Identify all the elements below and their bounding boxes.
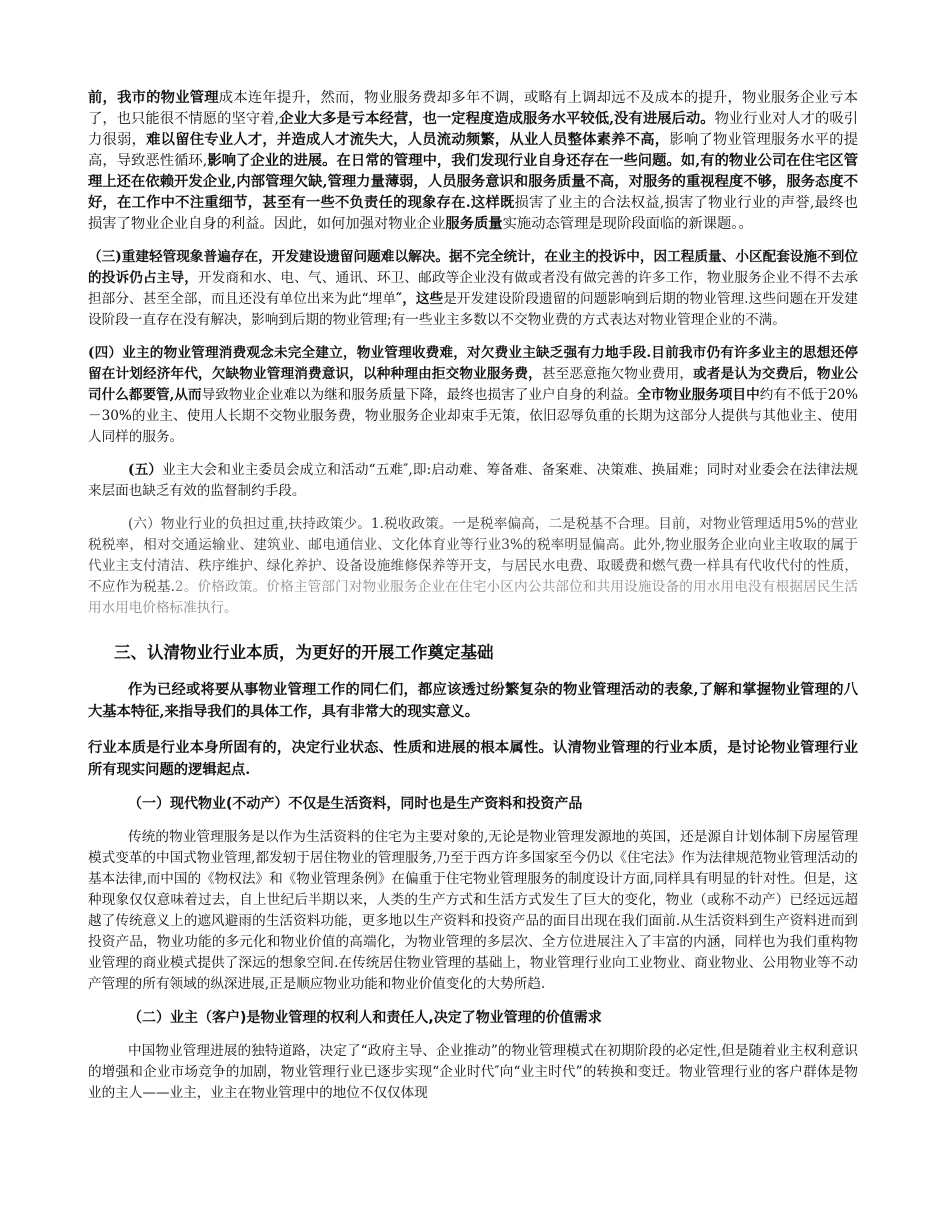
text-run: 难以留住专业人才，并造成人才流失大，人员流动频繁，从业人员整体素养不高， xyxy=(146,132,670,148)
paragraph-tax-burden xyxy=(88,514,858,619)
text-run: 约有不低于20%－30%的业主、使用人长期不交物业服务费，物业服务企业却束手无策，依旧忍辱负重的长期为这部分人提供与其他业主、使用人同样的服务。 xyxy=(88,387,859,445)
text-run: 服务质量 xyxy=(445,216,503,232)
subheading-owner-rights: （二）业主（客户)是物业管理的权利人和责任人,决定了物业管理的价值需求 xyxy=(128,1010,602,1026)
text-run: 损害了业主的合法权益,损害了物业行业的声誉,最终也损害了物业企业自身的利益。因此，如何加强对物业企业 xyxy=(88,195,858,232)
paragraph-industry-essence: 行业本质是行业本身所固有的，决定行业状态、性质和进展的根本属性。认清物业管理的行业本质，是讨论物业管理行业所有现实问题的逻辑起点. xyxy=(88,740,858,778)
text-run: 成本连年提升，然而，物业服务费却多年不调，或略有上调却远不及成本的提升，物业服务企业亏本了，也只能很不情愿的坚守着, xyxy=(88,90,858,127)
paragraph-owners-committee xyxy=(88,460,858,502)
text-run: (六）物业行业的负担过重,扶持政策少。1.税收政策。一是税率偏高，二是税基不合理。目前，对物业管理适用5%的营业税税率，相对交通运输业、建筑业、邮电通信业、文化体育业等行业3%的税率明显偏高。此外,物业服务企业向业主收取的属于代业主支付清洁、秩序维护、绿化养护、设备设施维修保养等开支，与居民水电费、取暖费和燃气费一样具有代收代付的性质，不应作为税基. xyxy=(88,516,858,595)
text-run: 前，我市的物业管理 xyxy=(88,90,219,106)
text-run: 甚至恶意拖欠物业费用， xyxy=(541,366,694,382)
text-run: 物业行业对人才的吸引力很弱， xyxy=(88,111,859,148)
text-run: 全市物业服务项目中 xyxy=(637,387,760,403)
paragraph-intro: 作为已经或将要从事物业管理工作的同仁们，都应该透过纷繁复杂的物业管理活动的表象,了解和掌握物业管理的八大基本特征,来指导我们的具体工作，具有非常大的现实意义。 xyxy=(88,682,858,720)
subheading-modern-property: （一）现代物业(不动产）不仅是生活资料，同时也是生产资料和投资产品 xyxy=(128,796,583,812)
paragraph-traditional-management: 传统的物业管理服务是以作为生活资料的住宅为主要对象的,无论是物业管理发源地的英国，还是源自计划体制下房屋管理模式变革的中国式物业管理,都发轫于居住物业的管理服务,乃至于西方许多国家至今仍以《住宅法》作为法律规范物业管理活动的基本法律,而中国的《物权法》和《物业管理条例》在偏重于住宅物业管理服务的制度设计方面,同样具有明显的针对性。但是，这种现象仅仅意味着过去，自上世纪后半期以来，人类的生产方式和生活方式发生了巨大的变化，物业（或称不动产）已经远远超越了传统意义上的遮风避雨的生活资料功能，更多地以生产资料和投资产品的面目出现在我们面前.从生活资料到生产资料进而到投资产品，物业功能的多元化和物业价值的高端化，为物业管理的多层次、全方位进展注入了丰富的内涵，同样也为我们重构物业管理的商业模式提供了深远的想象空间.在传统居住物业管理的基础上，物业管理行业向工业物业、商业物业、公用物业等不动产管理的所有领域的纵深进展,正是顺应物业功能和物业价值变化的大势所趋. xyxy=(88,829,858,992)
text-run: 2。价格政策。价格主管部门对物业服务企业在住宅小区内公共部位和共用设施设备的用水用电没有根据居民生活用水用电价格标准执行。 xyxy=(88,579,858,616)
text-run: 或者是认为交费后，物业公司什么都要管,从而 xyxy=(88,366,858,403)
section-heading: 三、认清物业行业本质，为更好的开展工作奠定基础 xyxy=(114,643,494,662)
text-run: (五） xyxy=(128,462,163,478)
text-run: 开发商和水、电、气、通讯、环卫、邮政等企业没有做或者没有做完善的许多工作，物业服务企业不得不去承担部分、甚至全部，而且还没有单位出来为此“埋单 xyxy=(88,270,859,307)
paragraph-fee-collection xyxy=(88,343,858,448)
text-run: ″，这些 xyxy=(396,291,444,307)
text-run: 企业大多是亏本经营，也一定程度造成服务水平较低,没有进展后动。 xyxy=(279,111,715,127)
text-run: 业主大会和业主委员会成立和活动“五难″,即:启动难、筹备难、备案难、决策难、换届难；同时对业委会在法律法规来层面也缺乏有效的监督制约手段。 xyxy=(88,462,858,499)
text-run: 是开发建设阶段遗留的问题影响到后期的物业管理.这些问题在开发建设阶段一直存在没有解决，影响到后期的物业管理;有一些业主多数以不交物业费的方式表达对物业管理企业的不满。 xyxy=(88,291,859,328)
paragraph-cost-pressure xyxy=(88,88,858,235)
text-run: （三)重建轻管现象普遍存在，开发建设遗留问题难以解决。据不完全统计，在业主的投诉中，因工程质量、小区配套设施不到位的投诉仍占主导， xyxy=(88,249,858,286)
paragraph-development-path: 中国物业管理进展的独特道路，决定了“政府主导、企业推动”的物业管理模式在初期阶段的必定性,但是随着业主权利意识的增强和企业市场竞争的加剧，物业管理行业已逐步实现“企业时代″向“业主时代”的转换和变迁。物业管理行业的客户群体是物业的主人——业主，业主在物业管理中的地位不仅仅体现 xyxy=(88,1043,858,1101)
text-run: (四）业主的物业管理消费观念未完全建立，物业管理收费难，对欠费业主缺乏强有力地手段.目前我市仍有许多业主的思想还停留在计划经济年代，欠缺物业管理消费意识，以种种理由拒交物业服务费， xyxy=(88,345,858,382)
text-run: 实施动态管理是现阶段面临的新课题。。 xyxy=(502,216,753,232)
paragraph-construction-legacy xyxy=(88,247,858,331)
text-run: 影响了企业的进展。在日常的管理中，我们发现行业自身还存在一些问题。如,有的物业公司在住宅区管理上还在依赖开发企业,内部管理欠缺,管理力量薄弱，人员服务意识和服务质量不高，对服务的重视程度不够，服务态度不好，在工作中不注重细节，甚至有一些不负责任的现象存在.这样既 xyxy=(88,153,858,211)
text-run: 影响了物业管理服务水平的提高，导致恶性循环, xyxy=(88,132,859,169)
text-run: 导致物业企业难以为继和服务质量下降，最终也损害了业户自身的利益。 xyxy=(201,387,638,403)
